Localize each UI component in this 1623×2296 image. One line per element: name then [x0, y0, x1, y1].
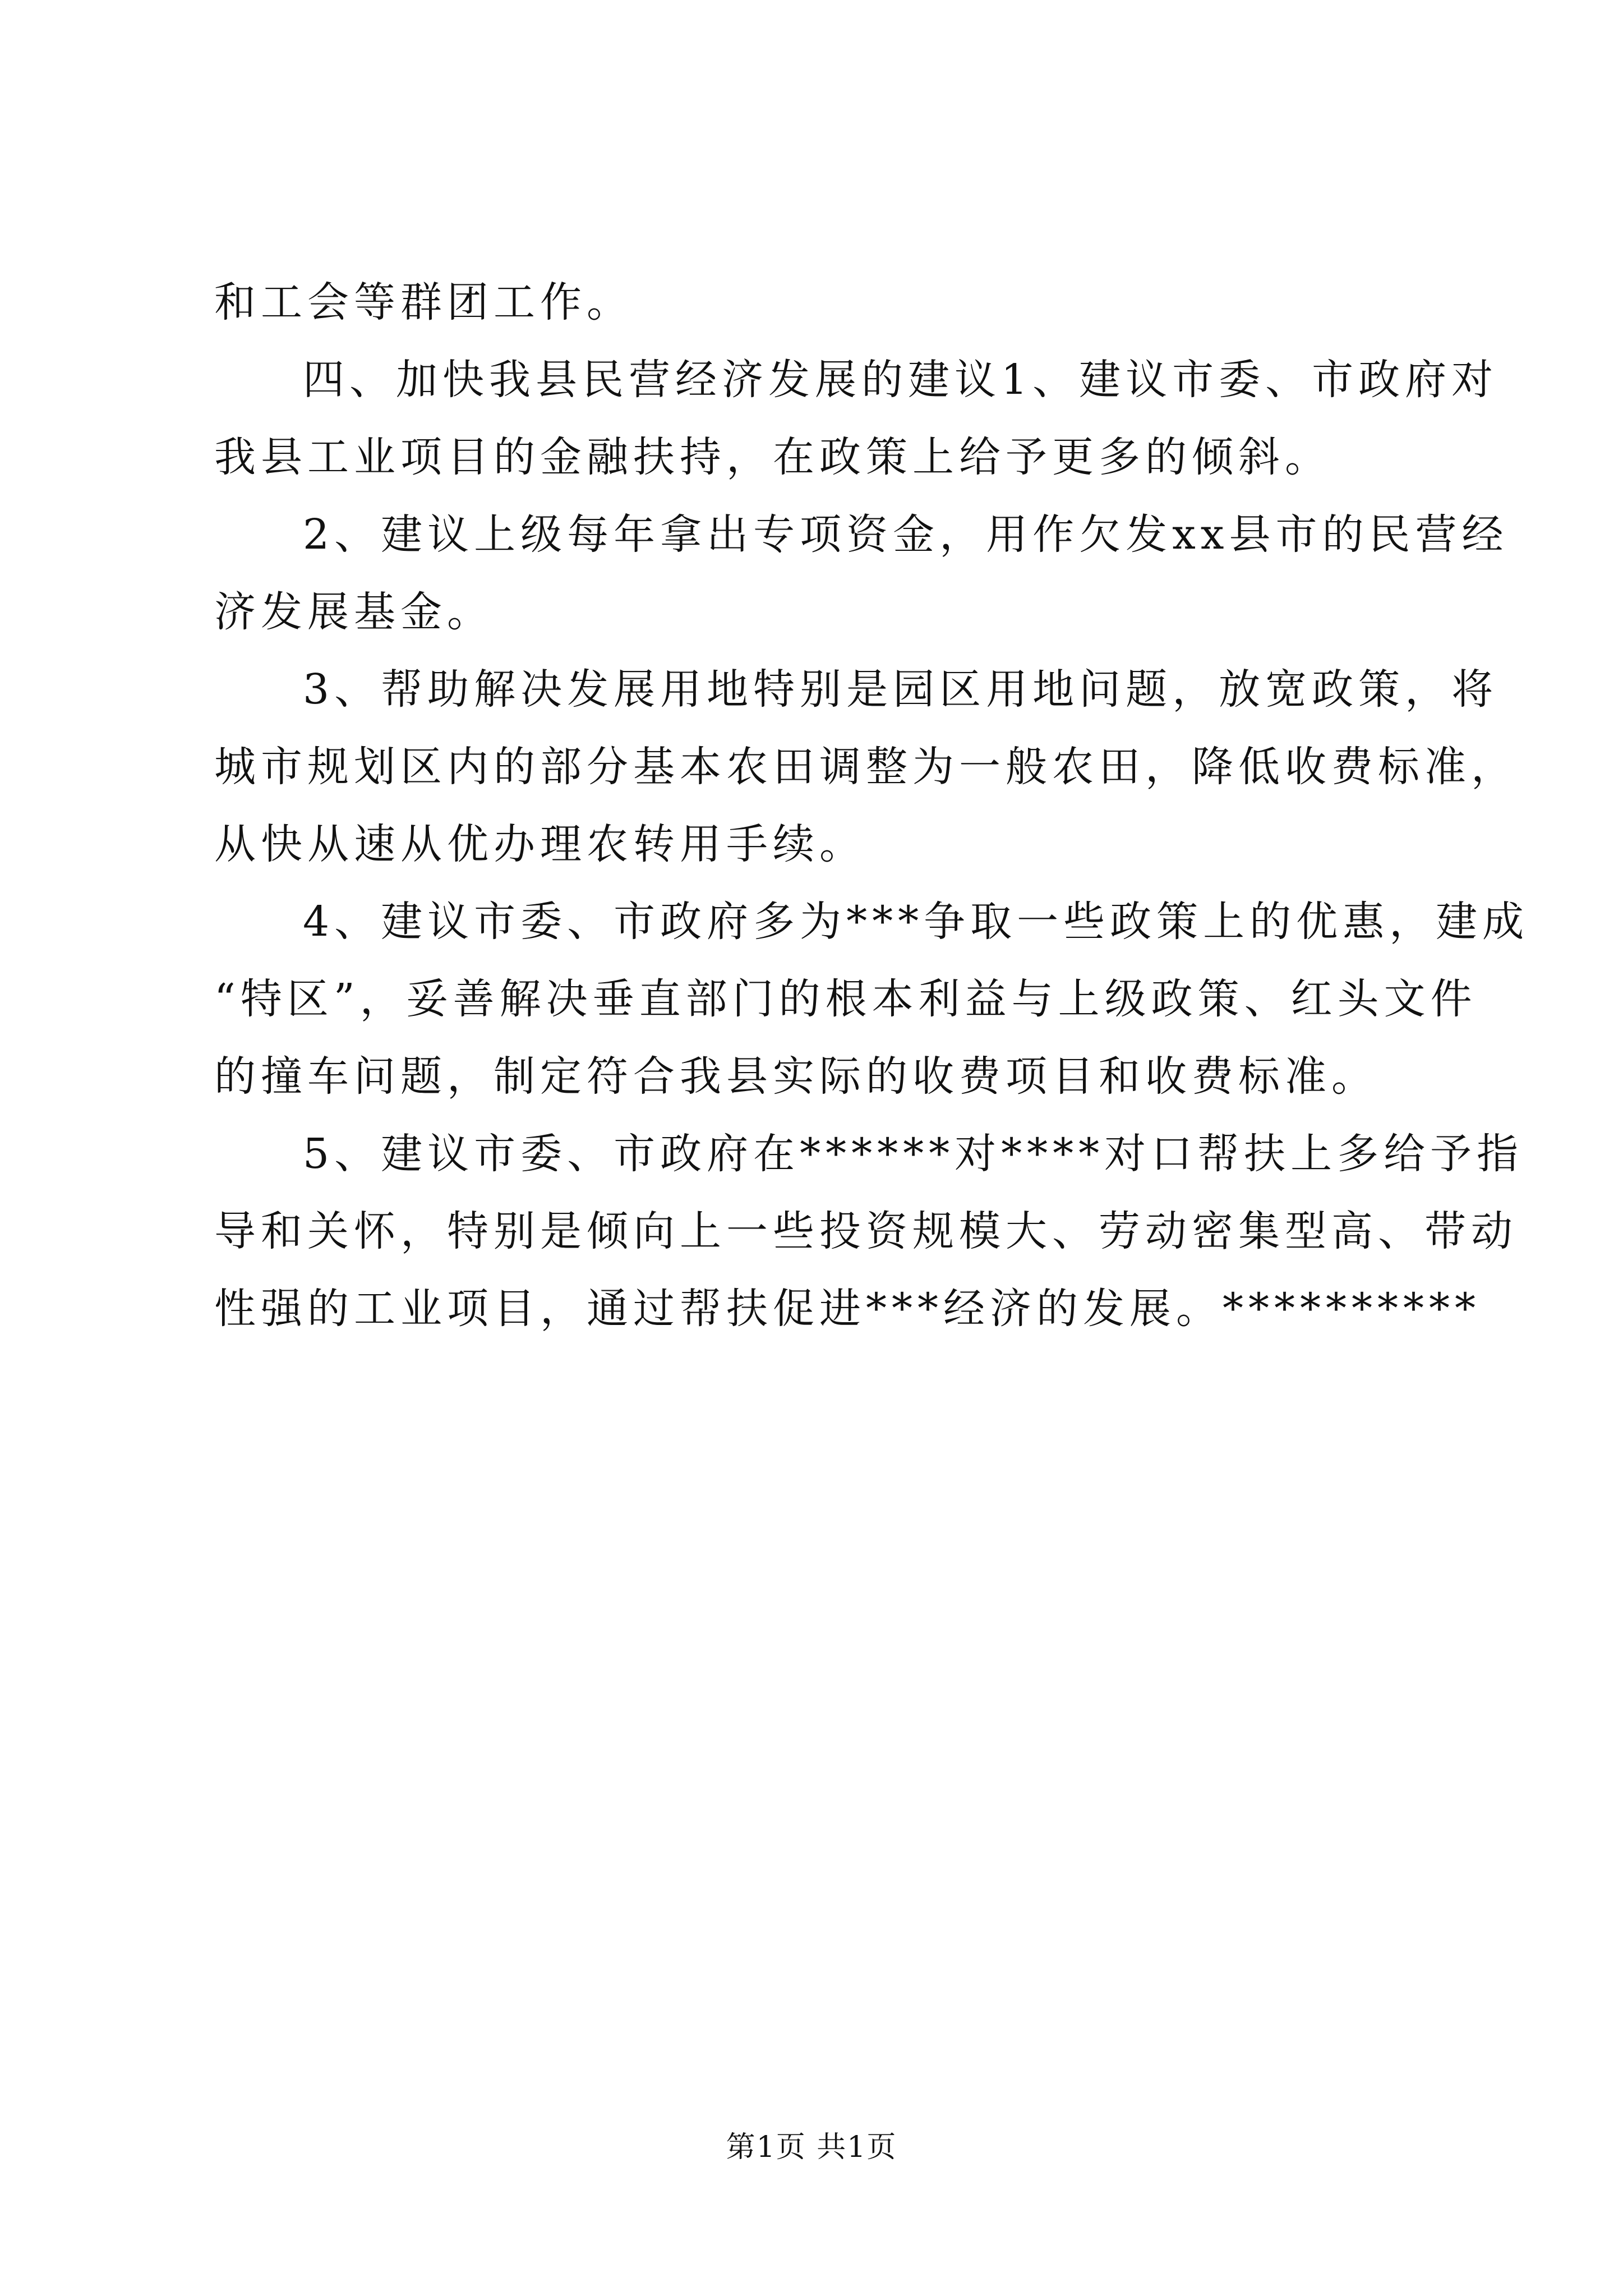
- text-line: “特区”，妥善解决垂直部门的根本利益与上级政策、红头文件: [214, 975, 1477, 1023]
- paragraph-start-line: 4、建议市委、市政府多为***争取一些政策上的优惠，建成: [303, 898, 1529, 946]
- document-body: [214, 264, 1529, 1347]
- text-line: 和工会等群团工作。: [214, 278, 633, 326]
- text-line: 我县工业项目的金融扶持，在政策上给予更多的倾斜。: [214, 433, 1331, 481]
- text-line: 导和关怀，特别是倾向上一些投资规模大、劳动密集型高、带动: [214, 1207, 1518, 1255]
- paragraph-start-line: 5、建议市委、市政府在******对****对口帮扶上多给予指: [303, 1130, 1524, 1178]
- section-heading-line: 四、加快我县民营经济发展的建议1、建议市委、市政府对: [303, 356, 1498, 404]
- text-line: 性强的工业项目，通过帮扶促进***经济的发展。**********: [214, 1285, 1481, 1333]
- text-line: 城市规划区内的部分基本农田调整为一般农田，降低收费标准，: [214, 743, 1518, 791]
- paragraph-start-line: 2、建议上级每年拿出专项资金，用作欠发xx县市的民营经: [303, 510, 1509, 559]
- page-number-footer: 第1页 共1页: [726, 2131, 897, 2164]
- text-line: 的撞车问题，制定符合我县实际的收费项目和收费标准。: [214, 1052, 1378, 1101]
- text-line: 从快从速从优办理农转用手续。: [214, 820, 866, 868]
- paragraph-start-line: 3、帮助解决发展用地特别是园区用地问题，放宽政策，将: [303, 665, 1498, 714]
- text-line: 济发展基金。: [214, 588, 494, 636]
